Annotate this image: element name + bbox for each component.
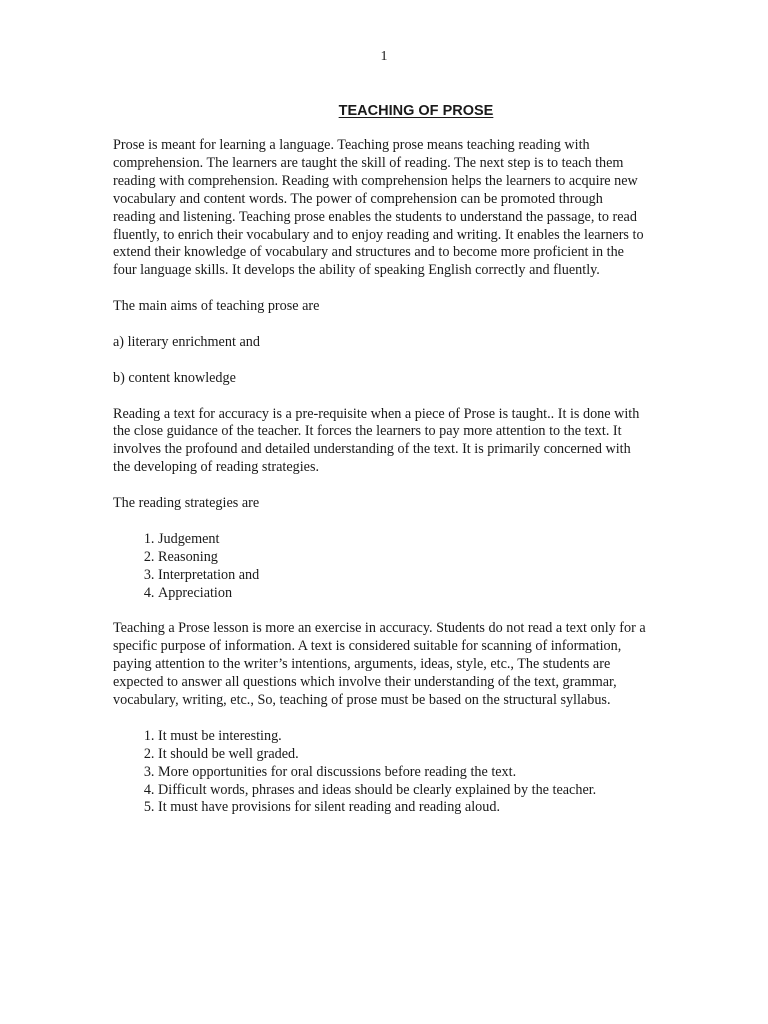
lesson-paragraph: Teaching a Prose lesson is more an exercise in accuracy. Students do not read a text only for a specific purpose of information. A text is considered suitable for scanning of information, paying attention to the writer’s intentions, arguments, ideas, style, etc., The students are expected to answer all questions which involve their understanding of the text, grammar, vocabulary, writing, etc., So, teaching of prose must be based on the structural syllabus.	[113, 620, 646, 708]
list-item: 1. It must be interesting.	[158, 728, 648, 746]
list-item: 1. Judgement	[158, 531, 648, 549]
list-item: 3. Interpretation and	[158, 567, 648, 585]
aim-b: b) content knowledge	[113, 369, 236, 386]
list-item: 2. It should be well graded.	[158, 746, 648, 764]
strategies-list	[113, 531, 648, 603]
list-item: 2. Reasoning	[158, 549, 648, 567]
document-body	[113, 137, 648, 835]
list-item: 4. Difficult words, phrases and ideas should be clearly explained by the teacher.	[158, 782, 648, 800]
principles-list	[113, 728, 648, 818]
aims-intro: The main aims of teaching prose are	[113, 298, 320, 315]
aim-a: a) literary enrichment and	[113, 333, 260, 350]
list-item: 3. More opportunities for oral discussions before reading the text.	[158, 764, 648, 782]
page-number: 1	[380, 49, 388, 64]
page-title: TEACHING OF PROSE	[338, 103, 494, 119]
intro-paragraph: Prose is meant for learning a language. Teaching prose means teaching reading with comprehension. The learners are taught the skill of reading. The next step is to teach them reading with comprehension. Reading with comprehension helps the learners to acquire new vocabulary and content words. The power of comprehension can be promoted through reading and listening. Teaching prose enables the students to understand the passage, to read fluently, to enrich their vocabulary and to enjoy reading and writing. It enables the learners to extend their knowledge of vocabulary and structures and to become more proficient in the four language skills. It develops the ability of speaking English correctly and fluently.	[113, 137, 644, 279]
strategies-intro: The reading strategies are	[113, 495, 260, 512]
accuracy-paragraph: Reading a text for accuracy is a pre-requisite when a piece of Prose is taught.. It is done with the close guidance of the teacher. It forces the learners to pay more attention to the text. It involves the profound and detailed understanding of the text. It is primarily concerned with the developing of reading strategies.	[113, 405, 640, 476]
list-item: 5. It must have provisions for silent reading and reading aloud.	[158, 799, 648, 817]
list-item: 4. Appreciation	[158, 585, 648, 603]
